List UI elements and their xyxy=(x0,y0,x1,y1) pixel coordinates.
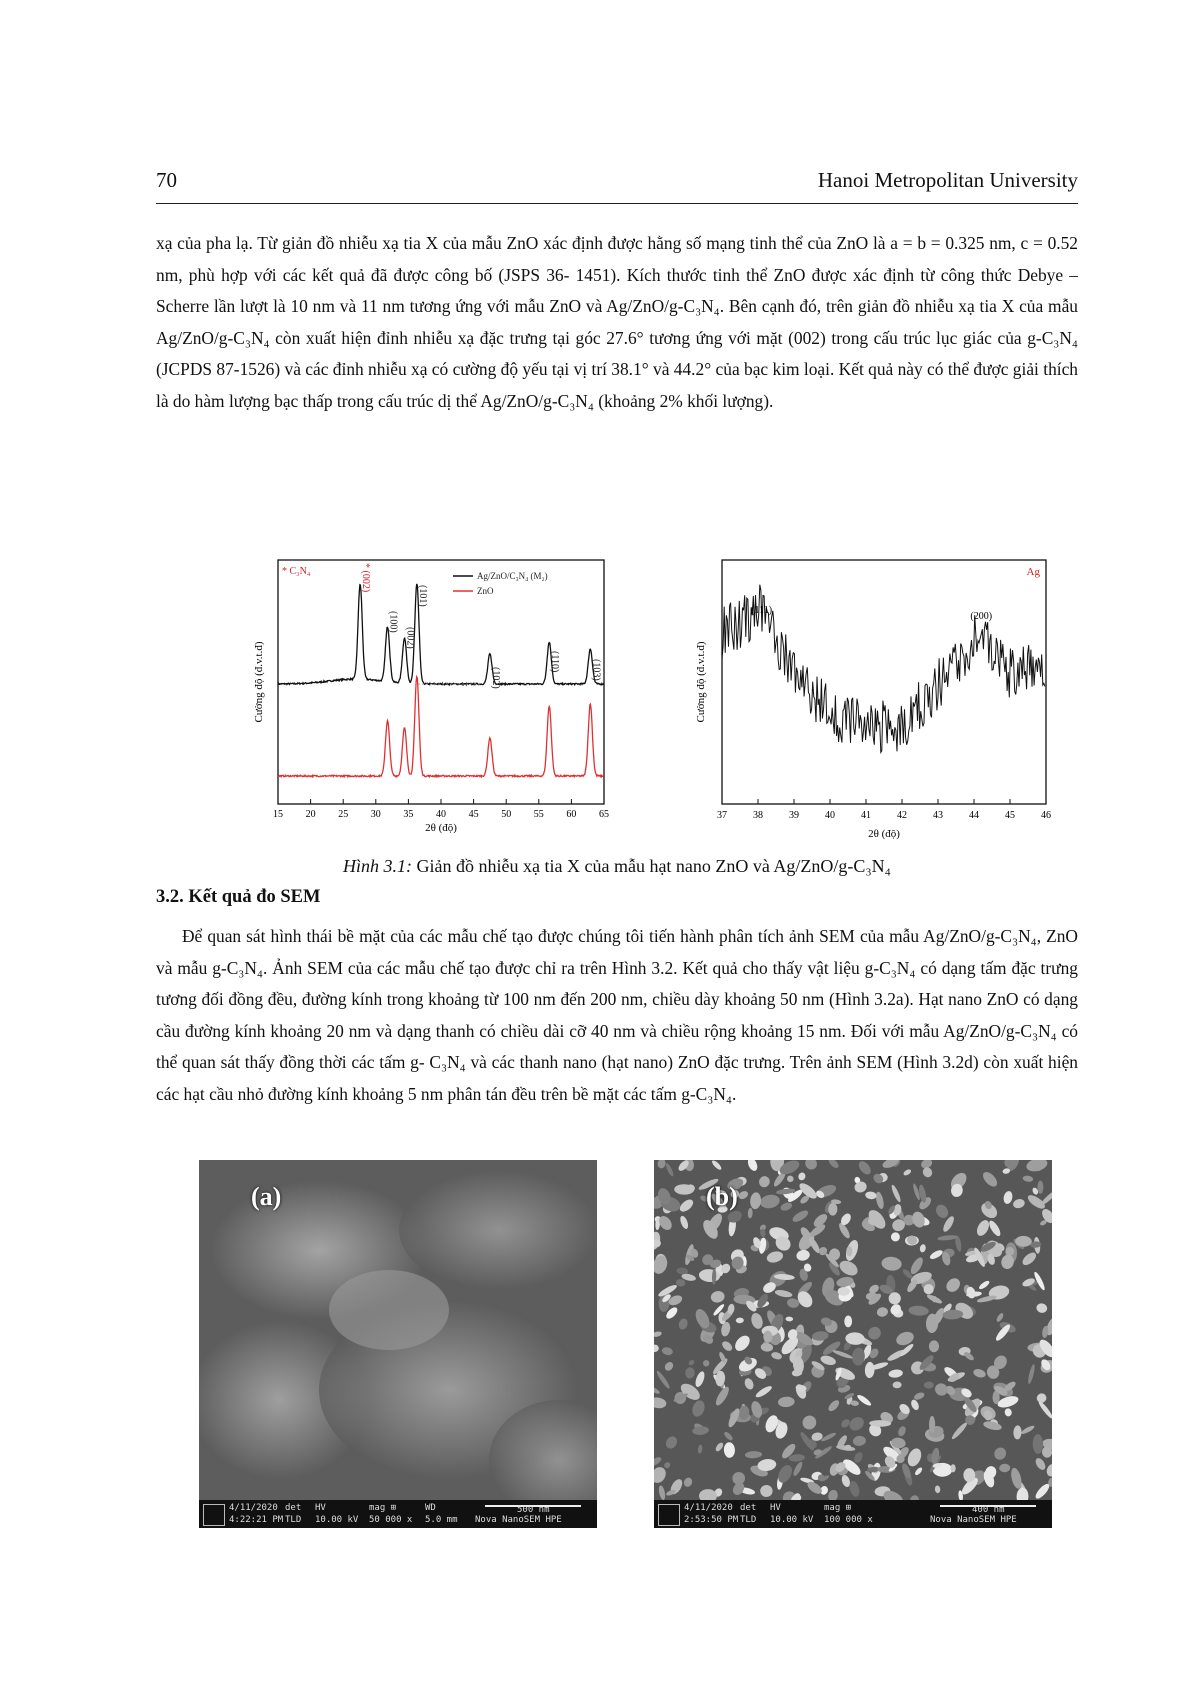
text-line: các hạt cầu nhỏ đường kính khoảng 5 nm phân tán đều trên bề mặt các tấm g-C₃N₄. xyxy=(156,1083,737,1104)
peak-label: (110) xyxy=(549,651,561,673)
marker-legend: * C₃N₄ xyxy=(282,566,311,577)
x-tick-label: 37 xyxy=(717,810,727,821)
databar-det-label: det xyxy=(740,1503,757,1513)
peak-label: (002) xyxy=(404,627,416,649)
text-line: nano ZnO có dạng cầu đường kính khoảng 20 nm và dạng thanh có chiều dài cỡ 40 nm và chiều xyxy=(156,989,1078,1041)
databar-det-label: det xyxy=(285,1503,302,1513)
panel-label: (a) xyxy=(251,1182,282,1211)
x-tick-label: 50 xyxy=(501,809,512,820)
text-line: ZnO là a = b = 0.325 nm, c = 0.52 nm, phù hợp với các kết quả đã được công bố (JSPS 36- xyxy=(156,233,1078,285)
sem-grain xyxy=(951,1464,956,1472)
databar-scale: 500 nm xyxy=(517,1505,550,1515)
sem-grain xyxy=(929,1416,935,1433)
databar-wd-value: 5.0 mm xyxy=(425,1515,458,1525)
sem-databar xyxy=(199,1500,597,1528)
x-tick-label: 40 xyxy=(436,809,446,820)
sem-image-b xyxy=(654,1160,1052,1528)
x-tick-label: 65 xyxy=(599,809,609,820)
text-line: mặt (002) trong cấu trúc lục giác của g-C₃N₄ (JCPDS 87-1526) và các đỉnh nhiễu xạ có cường xyxy=(156,327,1078,380)
text-line: rộng khoảng 15 nm. Đối với mẫu Ag/ZnO/g-C₃N₄ có thể quan sát thấy đồng thời các tấm g- xyxy=(156,1020,1078,1073)
text-line: Để quan sát hình thái bề mặt của các mẫu chế tạo được chúng tôi tiến hành phân tích ảnh xyxy=(182,926,815,946)
databar-date: 4/11/2020 xyxy=(229,1503,278,1513)
sem-grain xyxy=(1037,1181,1043,1194)
databar-mag-value: 50 000 x xyxy=(369,1515,413,1525)
caption-prefix: Hình 3.1: xyxy=(343,856,413,876)
x-tick-label: 39 xyxy=(789,810,799,821)
peak-label: (103) xyxy=(590,659,602,681)
section-heading: 3.2. Kết quả đo SEM xyxy=(156,887,321,907)
x-tick-label: 25 xyxy=(338,809,349,820)
peak-label: (102) xyxy=(489,667,501,689)
legend-label: Ag/ZnO/C₃N₄ (M₂) xyxy=(477,571,548,581)
page-header xyxy=(156,168,1078,200)
ag-zoom-chart-svg xyxy=(688,555,1058,845)
legend-ag: Ag xyxy=(1026,566,1040,578)
x-tick-label: 45 xyxy=(468,809,479,820)
peak-label: (100) xyxy=(387,611,399,633)
ag-zoom-chart xyxy=(688,555,1058,845)
fei-logo-icon xyxy=(203,1504,225,1526)
x-ticks xyxy=(717,799,1051,821)
databar-instrument: Nova NanoSEM HPE xyxy=(930,1515,1017,1525)
y-axis-label: Cường độ (đ.v.t.đ) xyxy=(253,641,265,723)
x-tick-label: 45 xyxy=(1005,810,1015,821)
y-axis-label: Cường độ (đ.v.t.đ) xyxy=(695,641,707,723)
x-axis-label: 2θ (độ) xyxy=(425,822,457,834)
databar-mag-label: mag ⊞ xyxy=(824,1503,852,1513)
databar-mag-value: 100 000 x xyxy=(824,1515,873,1525)
databar-wd-label: WD xyxy=(425,1503,436,1513)
databar-hv-value: 10.00 kV xyxy=(315,1515,359,1525)
header-rule xyxy=(156,203,1078,204)
text-line: C₃N₄ và các thanh nano (hạt nano) ZnO đặc trưng. Trên ảnh SEM (Hình 3.2d) còn xuất hiện xyxy=(429,1052,1078,1073)
databar-det-value: TLD xyxy=(740,1515,757,1525)
text-line: và 11 nm tương ứng với mẫu ZnO và Ag/ZnO/g-C₃N₄. Bên cạnh đó, trên giản đồ nhiễu xạ tia xyxy=(339,296,997,317)
xrd-chart-svg xyxy=(248,555,620,845)
series-line xyxy=(278,677,604,777)
x-tick-label: 44 xyxy=(969,810,979,821)
text-line: ra trên Hình 3.2. Kết quả cho thấy vật liệu g-C₃N₄ có dạng tấm đặc trưng tương đối đồng đều, xyxy=(156,957,1078,1010)
series-zno xyxy=(278,677,604,777)
databar-hv-label: HV xyxy=(315,1503,326,1513)
panel-label: (b) xyxy=(706,1182,738,1211)
x-tick-label: 30 xyxy=(370,809,381,820)
x-tick-label: 20 xyxy=(305,809,316,820)
fei-logo-icon xyxy=(658,1504,680,1526)
databar-time: 2:53:50 PM xyxy=(684,1515,739,1525)
plot-frame xyxy=(722,560,1046,804)
text-line: độ yếu tại vị trí 38.1° và 44.2° của bạc kim loại. Kết quả này có thể được giải thích là do hàm xyxy=(156,359,1079,411)
databar-scale: 400 nm xyxy=(972,1505,1005,1515)
text-line: lượng bạc thấp trong cấu trúc dị thể Ag/ZnO/g-C₃N₄ (khoảng 2% khối lượng). xyxy=(228,390,774,411)
x-tick-label: 46 xyxy=(1041,810,1051,821)
legend-label: ZnO xyxy=(477,586,494,596)
x-axis-label: 2θ (độ) xyxy=(868,828,900,840)
sem-image-a xyxy=(199,1160,597,1528)
xrd-chart xyxy=(248,555,620,845)
caption-text: Giản đồ nhiễu xạ tia X của mẫu hạt nano ZnO và Ag/ZnO/g-C₃N₄ xyxy=(412,856,891,876)
peak-label: (200) xyxy=(970,611,993,622)
peak-label: (111) xyxy=(751,605,773,616)
x-tick-label: 38 xyxy=(753,810,763,821)
paragraph-xrd-results xyxy=(156,228,1078,418)
sem-databar xyxy=(654,1500,1052,1528)
text-line: đường kính trong khoảng từ 100 nm đến 200 nm, chiều dày khoảng 50 nm (Hình 3.2a). Hạt xyxy=(301,989,944,1010)
x-tick-label: 42 xyxy=(897,810,907,821)
paragraph-sem-results xyxy=(156,921,1078,1111)
x-tick-label: 15 xyxy=(273,809,283,820)
text-line: SEM của mẫu Ag/ZnO/g-C₃N₄, ZnO và mẫu g-C₃N₄. Ảnh SEM của các mẫu chế tạo được chỉ xyxy=(156,926,1078,978)
databar-hv-value: 10.00 kV xyxy=(770,1515,814,1525)
x-ticks xyxy=(273,799,609,820)
databar-date: 4/11/2020 xyxy=(684,1503,733,1513)
publisher-name: Hanoi Metropolitan University xyxy=(817,168,1078,192)
x-tick-label: 41 xyxy=(861,810,871,821)
page-number: 70 xyxy=(156,168,177,192)
x-tick-label: 35 xyxy=(403,809,414,820)
figure-caption xyxy=(156,856,1078,877)
peak-label: * (002) xyxy=(360,563,372,593)
text-line: 1451). Kích thước tinh thể ZnO được xác định từ công thức Debye – Scherre lần lượt là 10 nm xyxy=(156,264,1078,317)
x-tick-label: 60 xyxy=(566,809,577,820)
databar-time: 4:22:21 PM xyxy=(229,1515,284,1525)
peak-labels xyxy=(751,605,992,622)
x-tick-label: 55 xyxy=(533,809,544,820)
x-tick-label: 40 xyxy=(825,810,835,821)
databar-det-value: TLD xyxy=(285,1515,302,1525)
databar-mag-label: mag ⊞ xyxy=(369,1503,397,1513)
x-tick-label: 43 xyxy=(933,810,943,821)
peak-labels xyxy=(360,563,601,689)
databar-hv-label: HV xyxy=(770,1503,781,1513)
text-line: X của mẫu Ag/ZnO/g-C₃N₄ còn xuất hiện đỉnh nhiễu xạ đặc trưng tại góc 27.6° tương ứng với xyxy=(156,296,1078,348)
peak-label: (101) xyxy=(416,585,428,607)
text-line: xạ của pha lạ. Từ giản đồ nhiễu xạ tia X của mẫu ZnO xác định được hằng số mạng tinh thể của xyxy=(156,233,832,253)
databar-instrument: Nova NanoSEM HPE xyxy=(475,1515,562,1525)
